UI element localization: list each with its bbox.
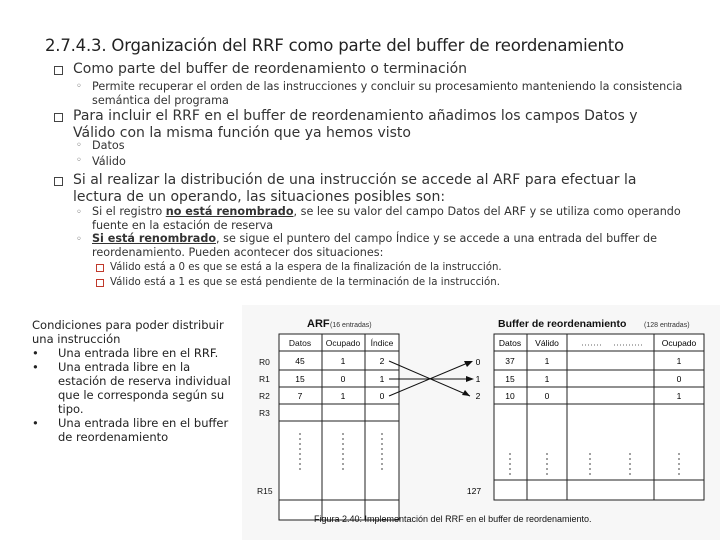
arf-title: ARF (307, 318, 330, 330)
arf-cell: 1 (340, 356, 346, 366)
arf-reg-label: R3 (259, 408, 270, 418)
sub-1-emphasis: no está renombrado (165, 205, 294, 218)
case-1-text: Válido está a 0 es que se está a la espera de la finalización de la instrucción. (110, 262, 502, 273)
bullet-icon: • (32, 416, 39, 430)
rob-cell: 1 (544, 356, 550, 366)
bullet-3-sub-1 (92, 205, 702, 233)
bullet-2-sub-datos: Datos (92, 139, 125, 152)
arf-reg-label: R0 (259, 357, 270, 367)
rob-index-label: 0 (475, 357, 481, 367)
condition-text: Una entrada libre en el RRF. (58, 346, 219, 360)
arf-cell: 2 (379, 356, 385, 366)
condition-text: Una entrada libre en la estación de reserva individual que le corresponda según su tipo. (58, 360, 231, 416)
rob-cell: 1 (544, 374, 550, 384)
bullet-icon: • (32, 360, 39, 374)
sub-2-emphasis: Si está renombrado (92, 232, 217, 245)
square-bullet-icon (96, 279, 104, 287)
arf-cell: 0 (340, 374, 346, 384)
bullet-2-sub-valido: Válido (92, 155, 126, 168)
bullet-3-text: Si al realizar la distribución de una instrucción se accede al ARF para efectuar la lectura de un operando, las situaciones posibles son: (73, 172, 637, 205)
page-title: 2.7.4.3. Organización del RRF como parte del buffer de reordenamiento (45, 36, 624, 55)
rob-header-datos: Datos (498, 338, 522, 348)
rob-header-ocupado: Ocupado (661, 338, 697, 348)
rrf-figure (242, 305, 720, 540)
rob-cell: 0 (544, 391, 550, 401)
arf-header-ocupado: Ocupado (325, 338, 361, 348)
bullet-1-sub-text: Permite recuperar el orden de las instrucciones y concluir su procesamiento manteniendo la consistencia semántica del programa (92, 80, 683, 107)
figure-caption: Figura 2.40: Implementación del RRF en el buffer de reordenamiento. (314, 514, 592, 524)
circle-bullet-icon: ◦ (76, 234, 82, 245)
rob-index-label: 1 (475, 374, 481, 384)
rrf-diagram (242, 305, 720, 540)
rob-cell: 1 (676, 356, 682, 366)
square-bullet-icon (96, 264, 104, 272)
rob-header-valido: Válido (535, 338, 559, 348)
conditions-intro: Condiciones para poder distribuir una instrucción (32, 318, 224, 346)
distribution-conditions (32, 318, 237, 444)
arf-cell: 7 (297, 391, 303, 401)
arf-header-indice: Índice (370, 338, 394, 348)
rob-subtitle: (128 entradas) (644, 322, 690, 329)
circle-bullet-icon: ◦ (76, 81, 82, 92)
condition-item (32, 416, 237, 444)
rob-cell: 15 (505, 374, 515, 384)
rob-cell: 1 (676, 391, 682, 401)
sub-2-post: , se sigue el puntero del campo Índice y se accede a una entrada del buffer de reordenamiento. Pueden acontecer dos situaciones: (92, 232, 657, 259)
arf-header-datos: Datos (288, 338, 312, 348)
arf-reg-label: R1 (259, 374, 270, 384)
circle-bullet-icon: ◦ (76, 140, 82, 151)
rob-index-label: 127 (466, 486, 482, 496)
arf-reg-label: R15 (257, 486, 273, 496)
square-bullet-icon (54, 66, 63, 75)
rob-cell: 0 (676, 374, 682, 384)
arf-cell: 15 (295, 374, 305, 384)
sub-1-pre: Si el registro (92, 205, 166, 218)
bullet-icon: • (32, 346, 39, 360)
arf-subtitle: (16 entradas) (330, 322, 372, 329)
bullet-3-sub-2 (92, 232, 692, 260)
bullet-2-text: Para incluir el RRF en el buffer de reordenamiento añadimos los campos Datos y Válido con la misma función que ya hemos visto (73, 108, 638, 141)
rob-cell: 37 (505, 356, 515, 366)
arf-cell: 45 (295, 356, 305, 366)
sub-1-post: , se lee su valor del campo Datos del ARF y se utiliza como operando fuente en la estación de reserva (92, 205, 681, 232)
circle-bullet-icon: ◦ (76, 155, 82, 166)
square-bullet-icon (54, 113, 63, 122)
arf-cell: 1 (379, 374, 385, 384)
rob-title: Buffer de reordenamiento (498, 318, 627, 330)
condition-item (32, 346, 237, 360)
circle-bullet-icon: ◦ (76, 207, 82, 218)
arf-reg-label: R2 (259, 391, 270, 401)
rob-index-label: 2 (475, 391, 481, 401)
rob-cell: 10 (505, 391, 515, 401)
condition-item (32, 360, 237, 416)
rob-table (494, 334, 704, 500)
case-2-text: Válido está a 1 es que se está pendiente de la terminación de la instrucción. (110, 277, 500, 288)
arf-cell: 0 (379, 391, 385, 401)
bullet-1-text: Como parte del buffer de reordenamiento o terminación (73, 61, 468, 77)
square-bullet-icon (54, 177, 63, 186)
condition-text: Una entrada libre en el buffer de reordenamiento (58, 416, 229, 444)
arf-cell: 1 (340, 391, 346, 401)
